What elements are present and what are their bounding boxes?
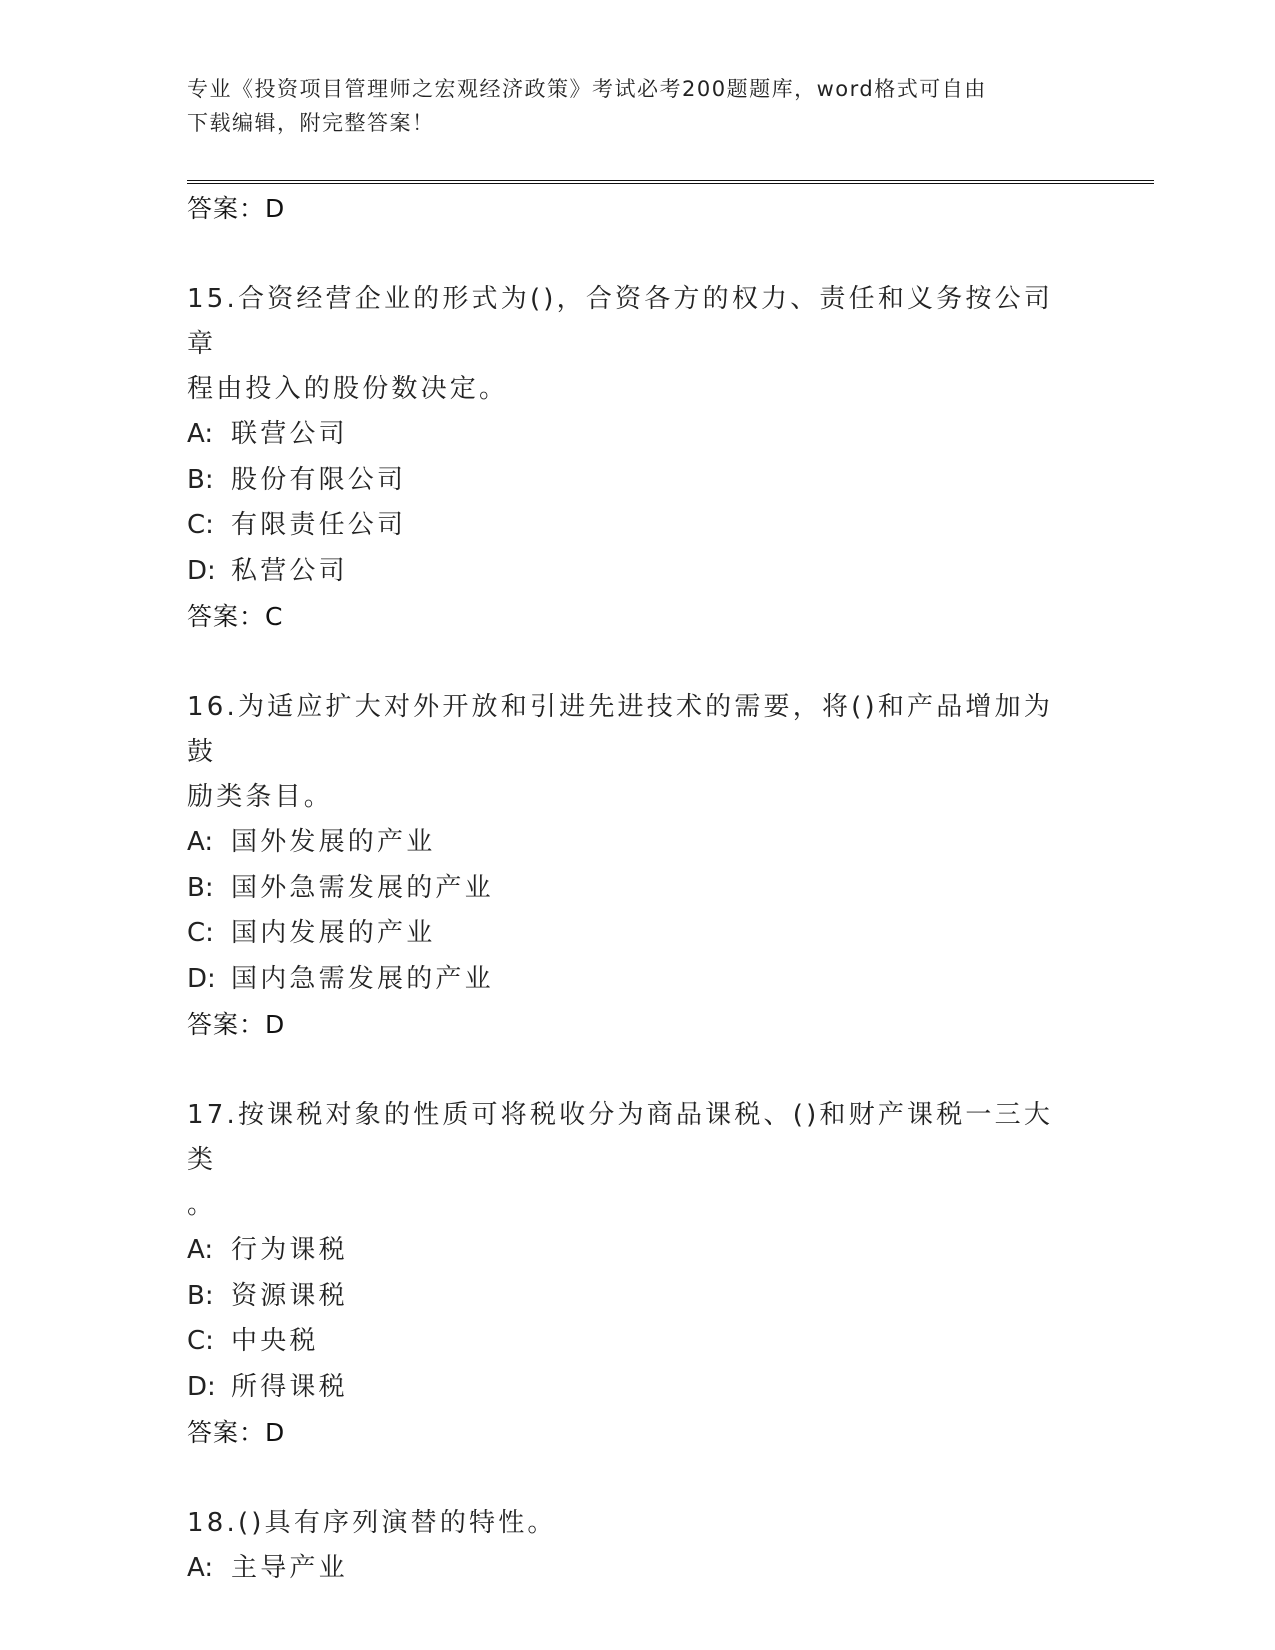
option-label: B: bbox=[187, 872, 214, 903]
question-stem bbox=[187, 1093, 1077, 1228]
header-line-2: 下载编辑，附完整答案！ bbox=[187, 111, 435, 135]
option-b bbox=[187, 458, 1087, 504]
option-text: 主导产业 bbox=[231, 1553, 348, 1583]
document-body bbox=[187, 186, 1087, 1592]
option-text: 国外发展的产业 bbox=[231, 827, 436, 857]
option-b bbox=[187, 1274, 1087, 1320]
header-divider-bottom bbox=[187, 183, 1154, 184]
header-divider-top bbox=[187, 180, 1154, 181]
option-text: 中央税 bbox=[231, 1326, 319, 1356]
answer-line: 答案：D bbox=[187, 194, 286, 223]
question-stem-line: 18.()具有序列演替的特性。 bbox=[187, 1508, 557, 1538]
option-label: D: bbox=[187, 555, 216, 586]
option-label: C: bbox=[187, 918, 214, 948]
option-text: 国内发展的产业 bbox=[231, 918, 436, 948]
option-text: 联营公司 bbox=[231, 419, 348, 449]
option-c bbox=[187, 911, 1087, 957]
option-text: 有限责任公司 bbox=[231, 510, 407, 540]
question-18 bbox=[187, 1501, 1087, 1592]
option-label: B: bbox=[187, 1280, 214, 1311]
option-label: A: bbox=[187, 419, 214, 449]
option-label: D: bbox=[187, 1371, 216, 1402]
option-text: 国外急需发展的产业 bbox=[231, 872, 494, 903]
question-17 bbox=[187, 1093, 1087, 1456]
question-stem-line: 16.为适应扩大对外开放和引进先进技术的需要，将()和产品增加为鼓 bbox=[187, 692, 1054, 767]
option-label: A: bbox=[187, 827, 214, 857]
question-stem-line: 15.合资经营企业的形式为()，合资各方的权力、责任和义务按公司章 bbox=[187, 284, 1054, 359]
option-label: C: bbox=[187, 1326, 214, 1356]
option-text: 国内急需发展的产业 bbox=[231, 963, 494, 994]
option-c bbox=[187, 1319, 1087, 1365]
option-a bbox=[187, 412, 1087, 458]
option-c bbox=[187, 503, 1087, 549]
question-stem-line: 。 bbox=[187, 1190, 217, 1220]
option-label: C: bbox=[187, 510, 214, 540]
option-text: 所得课税 bbox=[231, 1371, 348, 1402]
option-text: 资源课税 bbox=[231, 1280, 348, 1311]
option-label: A: bbox=[187, 1235, 214, 1265]
option-label: B: bbox=[187, 464, 214, 495]
question-stem-line: 励类条目。 bbox=[187, 782, 334, 812]
option-a bbox=[187, 1546, 1087, 1592]
header-line-1: 专业《投资项目管理师之宏观经济政策》考试必考200题题库，word格式可自由 bbox=[187, 77, 987, 101]
question-stem bbox=[187, 685, 1077, 820]
document-header bbox=[187, 72, 1067, 140]
option-label: D: bbox=[187, 963, 216, 994]
question-16 bbox=[187, 685, 1087, 1048]
option-b bbox=[187, 866, 1087, 912]
option-label: A: bbox=[187, 1553, 214, 1583]
answer-line: 答案：D bbox=[187, 1418, 286, 1447]
option-d bbox=[187, 957, 1087, 1003]
question-stem-line: 17.按课税对象的性质可将税收分为商品课税、()和财产课税一三大类 bbox=[187, 1100, 1054, 1175]
option-a bbox=[187, 820, 1087, 866]
answer-line: 答案：D bbox=[187, 1010, 286, 1039]
question-stem-line: 程由投入的股份数决定。 bbox=[187, 374, 509, 404]
question-15 bbox=[187, 277, 1087, 640]
option-d bbox=[187, 1365, 1087, 1411]
question-stem bbox=[187, 277, 1077, 412]
option-d bbox=[187, 549, 1087, 595]
option-text: 行为课税 bbox=[231, 1235, 348, 1265]
option-text: 股份有限公司 bbox=[231, 464, 407, 495]
option-a bbox=[187, 1228, 1087, 1274]
option-text: 私营公司 bbox=[231, 555, 348, 586]
answer-line: 答案：C bbox=[187, 602, 284, 631]
question-stem bbox=[187, 1501, 1077, 1546]
